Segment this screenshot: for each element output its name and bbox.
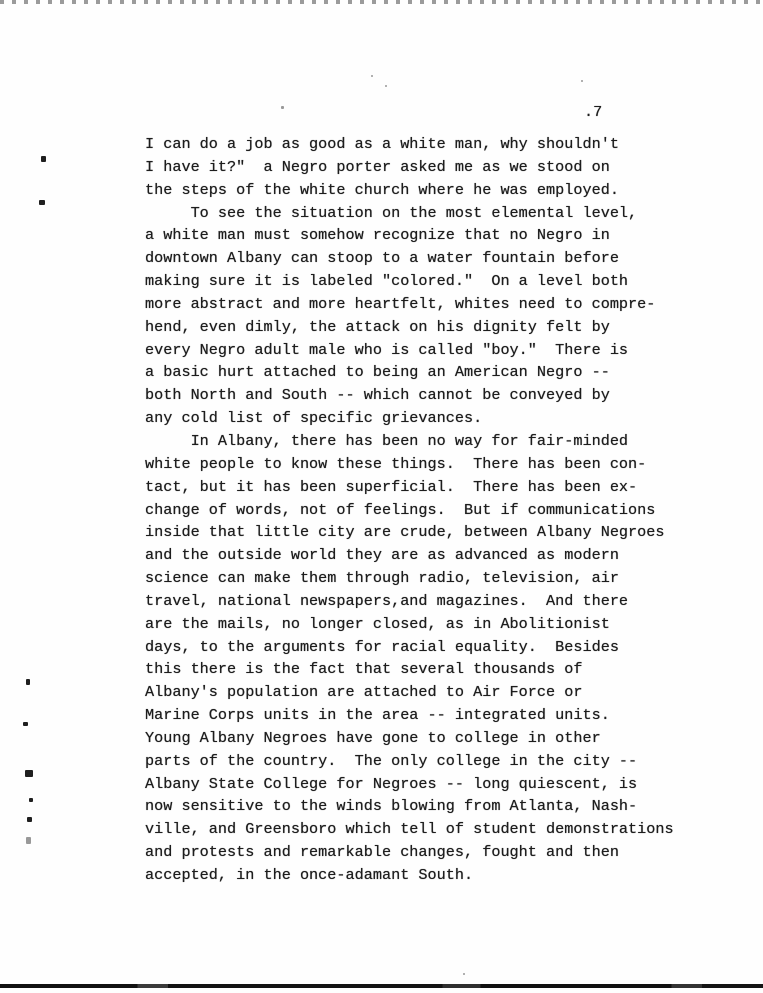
ink-speck [29, 798, 33, 802]
text-line: a basic hurt attached to being an American Negro -- [145, 363, 610, 382]
ink-speck [23, 722, 28, 726]
text-line: ville, and Greensboro which tell of student demonstrations [145, 820, 674, 839]
text-line: are the mails, no longer closed, as in Abolitionist [145, 614, 610, 633]
text-line: tact, but it has been superficial. There has been ex- [145, 477, 638, 496]
text-line: travel, national newspapers,and magazines. And there [145, 591, 629, 610]
ink-speck [26, 837, 31, 844]
ink-speck [41, 156, 46, 162]
text-line: this there is the fact that several thousands of [145, 660, 583, 679]
text-line: white people to know these things. There has been con- [145, 454, 647, 473]
text-line: hend, even dimly, the attack on his dignity felt by [145, 317, 610, 336]
text-line: I have it?" a Negro porter asked me as we stood on [145, 157, 610, 176]
text-line: any cold list of specific grievances. [145, 409, 483, 428]
ink-speck [26, 679, 30, 685]
text-line: science can make them through radio, television, air [145, 569, 619, 588]
text-line: In Albany, there has been no way for fair-minded [145, 431, 629, 450]
ink-speck [581, 80, 583, 82]
ink-speck [25, 770, 33, 777]
scan-bottom-edge [0, 984, 763, 988]
ink-speck [281, 106, 284, 109]
text-line: Marine Corps units in the area -- integrated units. [145, 706, 610, 725]
text-line: and protests and remarkable changes, fought and then [145, 843, 619, 862]
text-line: accepted, in the once-adamant South. [145, 866, 474, 884]
text-line: every Negro adult male who is called "boy." There is [145, 340, 629, 359]
text-line: now sensitive to the winds blowing from Atlanta, Nash- [145, 797, 638, 816]
text-line: parts of the country. The only college in the city -- [145, 751, 638, 770]
text-line: a white man must somehow recognize that no Negro in [145, 226, 610, 245]
text-line: To see the situation on the most elemental level, [145, 203, 638, 222]
text-line: inside that little city are crude, between Albany Negroes [145, 523, 665, 542]
scan-top-dotted-edge [0, 0, 763, 4]
text-line: Albany's population are attached to Air Force or [145, 683, 583, 702]
text-line: downtown Albany can stoop to a water fountain before [145, 249, 619, 268]
ink-speck [371, 75, 373, 77]
text-line: and the outside world they are as advanced as modern [145, 546, 619, 565]
text-line: both North and South -- which cannot be conveyed by [145, 386, 610, 405]
ink-speck [463, 973, 465, 975]
text-line: the steps of the white church where he was employed. [145, 180, 619, 199]
text-line: days, to the arguments for racial equality. Besides [145, 637, 619, 656]
ink-speck [39, 200, 45, 205]
text-line: I can do a job as good as a white man, why shouldn't [145, 135, 619, 153]
text-line: Young Albany Negroes have gone to college in other [145, 728, 601, 747]
ink-speck [385, 85, 387, 87]
page-number: .7 [584, 103, 603, 121]
typewritten-text-block [145, 133, 674, 887]
text-line: more abstract and more heartfelt, whites need to compre- [145, 294, 656, 313]
text-line: making sure it is labeled "colored." On a level both [145, 272, 629, 291]
text-line: change of words, not of feelings. But if communications [145, 500, 656, 519]
text-line: Albany State College for Negroes -- long quiescent, is [145, 774, 638, 793]
ink-speck [27, 817, 32, 822]
